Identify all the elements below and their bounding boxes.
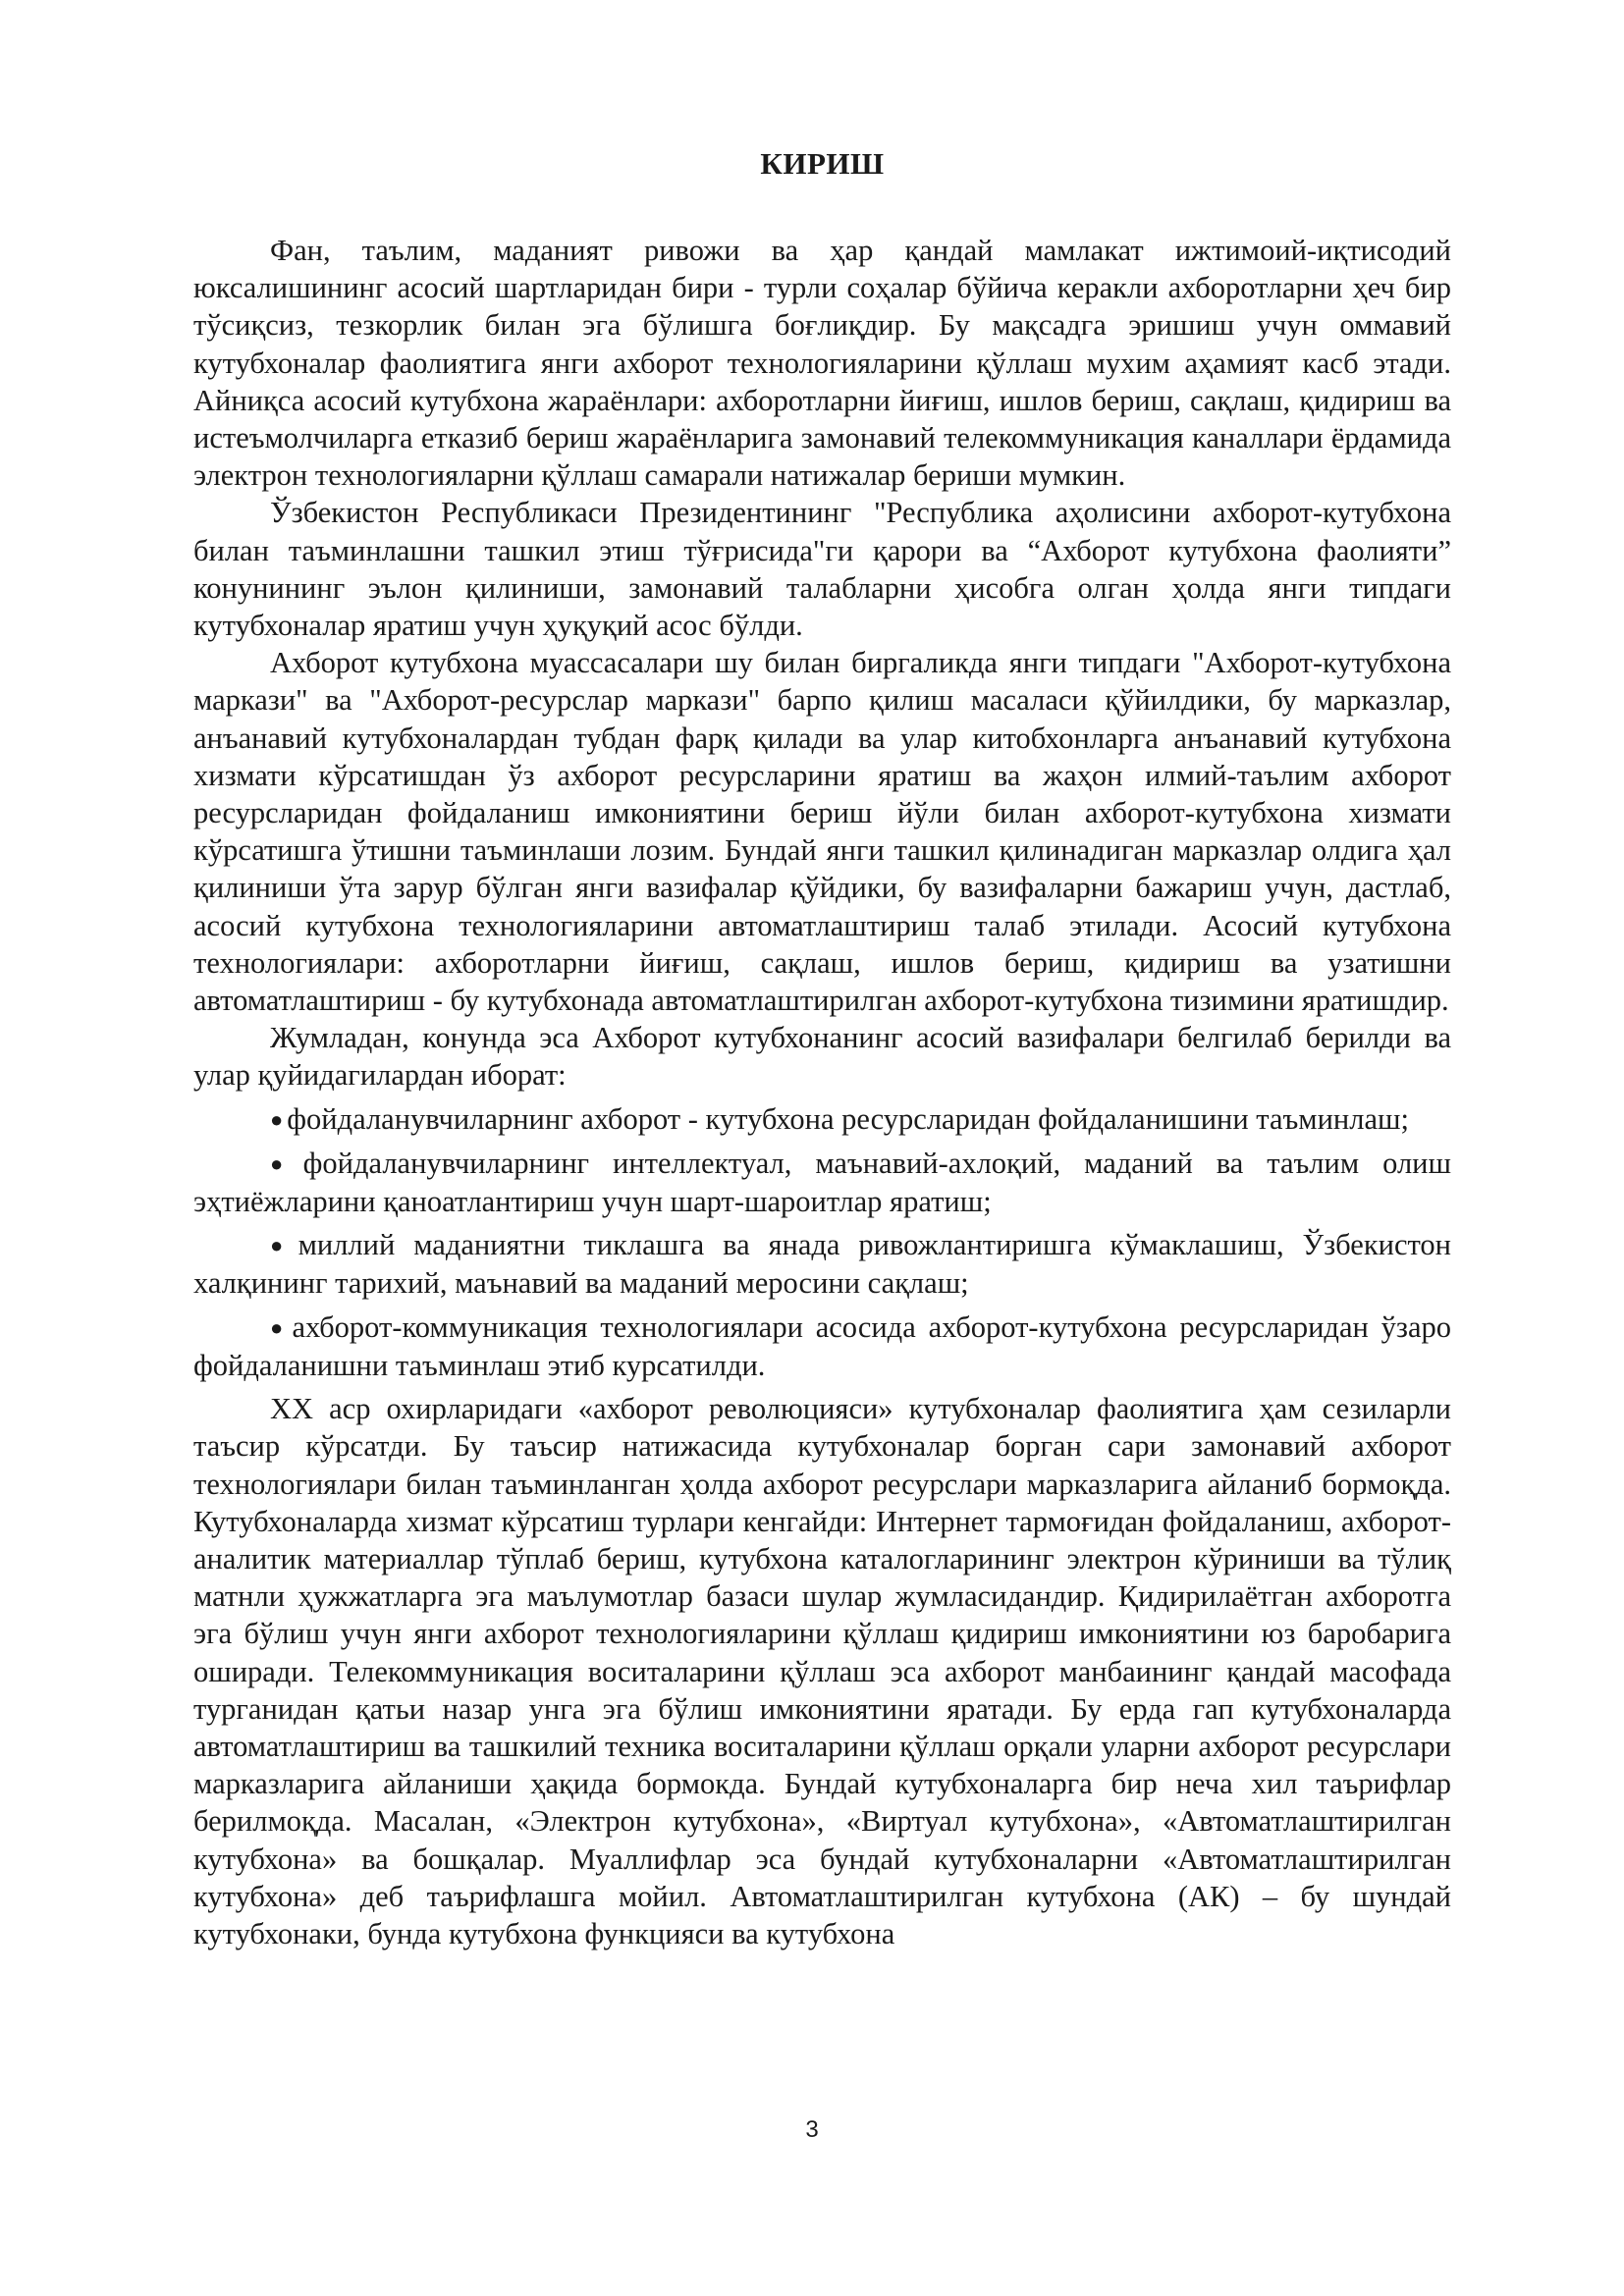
paragraph-law-tasks: Жумладан, конунда эса Ахборот кутубхонанинг асосий вазифалари белгилаб берилди ва улар қуйидагилардан иборат:: [193, 1021, 1451, 1093]
list-item-text: фойдаланувчиларнинг ахборот - кутубхона ресурсларидан фойдаланишини таъминлаш;: [287, 1101, 1409, 1136]
list-item: [193, 1100, 1451, 1139]
bullet-icon: ●: [270, 1150, 299, 1176]
page-title: КИРИШ: [760, 146, 885, 181]
bullet-icon: ●: [270, 1314, 289, 1340]
paragraph-information-revolution: ХХ аср охирларидаги «ахборот революцияси» кутубхоналар фаолиятига ҳам сезиларли таъсир кўрсатди. Бу таъсир натижасида кутубхоналар борган сари замонавий ахборот технологиялари билан таъминланган ҳолда ахборот ресурслари марказларига айланиб бормоқда. Кутубхоналарда хизмат кўрсатиш турлари кенгайди: Интернет тармоғидан фойдаланиш, ахборот-аналитик материаллар тўплаб бериш, кутубхона каталогларининг электрон кўриниши ва тўлиқ матнли ҳужжатларга эга маълумотлар базаси шулар жумласидандир. Қидирилаётган ахборотга эга бўлиш учун янги ахборот технологияларини қўллаш қидириш имкониятини юз баробарига оширади. Телекоммуникация воситаларини қўллаш эса ахборот манбаининг қандай масофада турганидан қатьи назар унга эга бўлиш имкониятини яратади. Бу ерда гап кутубхоналарда автоматлаштириш ва ташкилий техника воситаларини қўллаш орқали уларни ахборот ресурслари марказларига айланиши ҳақида бормокда. Бундай кутубхоналарга бир неча хил таърифлар берилмоқда. Масалан, «Электрон кутубхона», «Виртуал кутубхона», «Автоматлаштирилган кутубхона» ва бошқалар. Муаллифлар эса бундай кутубхоналарни «Автоматлаштирилган кутубхона» деб таърифлашга мойил. Автоматлаштирилган кутубхона (АК) – бу шундай кутубхонаки, бунда кутубхона функцияси ва кутубхона: [193, 1392, 1451, 1950]
list-item: [193, 1308, 1451, 1384]
list-item-text: миллий маданиятни тиклашга ва янада ривожлантиришга кўмаклашиш, Ўзбекистон халқининг тарихий, маънавий ва маданий меросини сақлаш;: [193, 1228, 1452, 1301]
list-item: [193, 1226, 1451, 1302]
page-number: 3: [805, 2116, 819, 2143]
paragraph-information-centers: Ахборот кутубхона муассасалари шу билан биргаликда янги типдаги "Ахборот-кутубхона маркази" ва "Ахборот-ресурслар маркази" барпо қилиш масаласи қўйилдики, бу марказлар, анъанавий кутубхоналардан тубдан фарқ қилади ва улар китобхонларга анъанавий кутубхона хизмати кўрсатишдан ўз ахборот ресурсларини яратиш ва жаҳон илмий-таълим ахборот ресурсларидан фойдаланиш имкониятини бериш йўли билан ахборот-кутубхона хизмати кўрсатишга ўтишни таъминлаши лозим. Бундай янги ташкил қилинадиган марказлар олдига ҳал қилиниши ўта зарур бўлган янги вазифалар қўйдики, бу вазифаларни бажариш учун, дастлаб, асосий кутубхона технологияларини автоматлаштириш талаб этилади. Асосий кутубхона технологиялари: ахборотларни йиғиш, сақлаш, ишлов бериш, қидириш ва узатишни автоматлаштириш - бу кутубхонада автоматлаштирилган ахборот-кутубхона тизимини яратишдир.: [193, 646, 1451, 1018]
page-content: [193, 145, 1451, 1952]
list-item-text: фойдаланувчиларнинг интеллектуал, маънавий-ахлоқий, маданий ва таълим олиш эҳтиёжларини қаноатлантириш учун шарт-шароитлар яратиш;: [193, 1146, 1451, 1219]
list-item: [193, 1145, 1451, 1220]
list-item-text: ахборот-коммуникация технологиялари асосида ахборот-кутубхона ресурсларидан ўзаро фойдаланишни таъминлаш этиб курсатилди.: [193, 1309, 1451, 1382]
paragraph-intro: Фан, таълим, маданият ривожи ва ҳар қандай мамлакат ижтимоий-иқтисодий юксалишининг асосий шартларидан бири - турли соҳалар бўйича керакли ахборотларни ҳеч бир тўсиқсиз, тезкорлик билан эга бўлишга боғлиқдир. Бу мақсадга эришиш учун оммавий кутубхоналар фаолиятига янги ахборот технологияларини қўллаш мухим аҳамият касб этади. Айниқса асосий кутубхона жараёнлари: ахборотларни йиғиш, ишлов бериш, сақлаш, қидириш ва истеъмолчиларга етказиб бериш жараёнларига замонавий телекоммуникация каналлари ёрдамида электрон технологияларни қўллаш самарали натижалар бериши мумкин.: [193, 234, 1451, 493]
paragraph-presidential-decree: Ўзбекистон Республикаси Президентининг "Республика аҳолисини ахборот-кутубхона билан таъминлашни ташкил этиш тўғрисида"ги қарори ва “Ахборот кутубхона фаолияти” конунининг эълон қилиниши, замонавий талабларни ҳисобга олган ҳолда янги типдаги кутубхоналар яратиш учун ҳуқуқий асос бўлди.: [193, 496, 1451, 643]
bullet-icon: ●: [270, 1106, 284, 1132]
bullet-icon: ●: [270, 1233, 295, 1258]
